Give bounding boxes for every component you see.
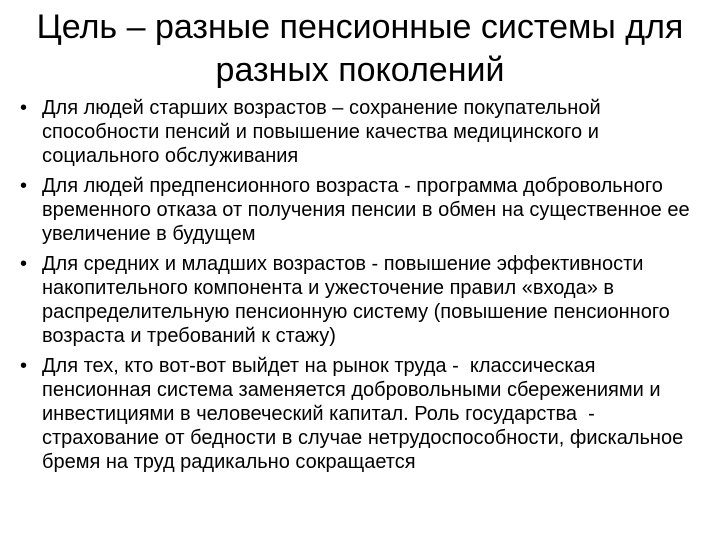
bullet-item (20, 174, 696, 246)
bullet-text: Для тех, кто вот-вот выйдет на рынок труда - классическая пенсионная система заменяется добровольными сбережениями и инвестициями в человеческий капитал. Роль государства - страхование от бедности в случае нетрудоспособности, фискальное бремя на труд радикально сокращается (42, 355, 689, 473)
bullet-text: Для средних и младших возрастов - повышение эффективности накопительного компонента и ужесточение правил «входа» в распределительную пенсионную систему (повышение пенсионного возраста и требований к стажу) (42, 253, 676, 347)
bullet-text: Для людей предпенсионного возраста - программа добровольного временного отказа от получения пенсии в обмен на существенное ее увеличение в будущем (42, 175, 696, 245)
bullet-item (20, 252, 694, 348)
slide-title: Цель – разные пенсионные системы для разных поколений (36, 8, 684, 89)
bullet-item (20, 96, 694, 168)
bullet-dot-icon: • (20, 175, 28, 197)
bullet-dot-icon: • (20, 253, 28, 275)
bullet-dot-icon: • (20, 355, 28, 377)
bullet-dot-icon: • (20, 97, 28, 119)
bullet-text: Для людей старших возрастов – сохранение покупательной способности пенсий и повышение качества медицинского и социального обслуживания (42, 97, 607, 167)
bullet-item (20, 354, 694, 474)
bullet-list (20, 96, 696, 474)
